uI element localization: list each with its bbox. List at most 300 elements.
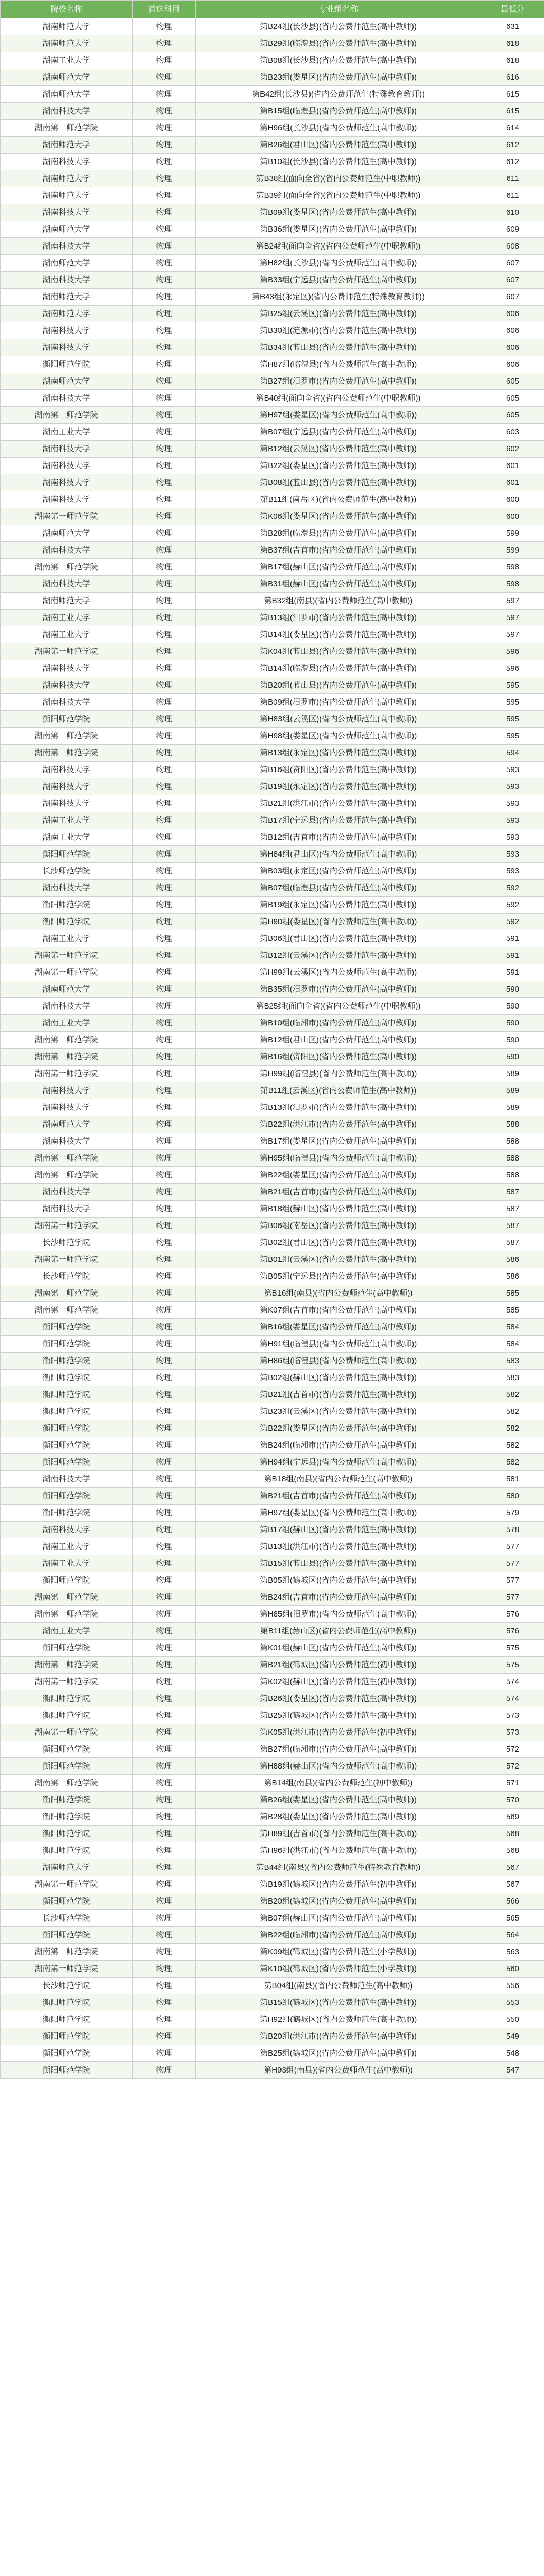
min-score-cell: 596 [481,643,544,660]
min-score-cell: 547 [481,2062,544,2079]
group-cell: 第B16组(娄星区)(省内公费师范生(高中教师)) [196,1319,481,1336]
school-cell: 湖南科技大学 [1,694,133,711]
group-cell: 第B19组(鹤城区)(省内公费师范生(初中教师)) [196,1876,481,1893]
subject-cell: 物理 [133,1522,196,1538]
group-cell: 第B31组(赫山区)(省内公费师范生(高中教师)) [196,576,481,593]
subject-cell: 物理 [133,1099,196,1116]
subject-cell: 物理 [133,829,196,846]
min-score-cell: 606 [481,322,544,339]
subject-cell: 物理 [133,1741,196,1758]
table-row [1,1961,544,1978]
group-cell: 第H83组(云溪区)(省内公费师范生(高中教师)) [196,711,481,728]
min-score-cell: 584 [481,1336,544,1353]
subject-cell: 物理 [133,914,196,930]
school-cell: 湖南第一师范学院 [1,1066,133,1082]
min-score-cell: 584 [481,1319,544,1336]
school-cell: 长沙师范学院 [1,1234,133,1251]
table-row [1,1336,544,1353]
min-score-cell: 583 [481,1370,544,1386]
school-cell: 湖南第一师范学院 [1,964,133,981]
table-row [1,1657,544,1674]
school-cell: 衡阳师范学院 [1,1927,133,1944]
min-score-cell: 585 [481,1302,544,1319]
min-score-cell: 591 [481,930,544,947]
min-score-cell: 569 [481,1809,544,1826]
school-cell: 湖南师范大学 [1,1116,133,1133]
group-cell: 第B39组(面向全省)(省内公费师范生(中职教师)) [196,187,481,204]
min-score-cell: 572 [481,1758,544,1775]
school-cell: 湖南科技大学 [1,576,133,593]
table-row [1,1758,544,1775]
min-score-cell: 587 [481,1201,544,1218]
min-score-cell: 574 [481,1674,544,1690]
school-cell: 湖南第一师范学院 [1,1218,133,1234]
min-score-cell: 582 [481,1454,544,1471]
group-cell: 第B37组(吉首市)(省内公费师范生(高中教师)) [196,542,481,559]
table-row [1,170,544,187]
table-row [1,69,544,86]
group-cell: 第H82组(长沙县)(省内公费师范生(高中教师)) [196,255,481,272]
school-cell: 湖南第一师范学院 [1,1657,133,1674]
group-cell: 第B24组(临湘市)(省内公费师范生(高中教师)) [196,1437,481,1454]
school-cell: 湖南第一师范学院 [1,1724,133,1741]
table-row [1,1403,544,1420]
group-cell: 第B26组(君山区)(省内公费师范生(高中教师)) [196,137,481,154]
table-row [1,711,544,728]
subject-cell: 物理 [133,1606,196,1623]
subject-cell: 物理 [133,728,196,745]
min-score-cell: 567 [481,1859,544,1876]
subject-cell: 物理 [133,2062,196,2079]
subject-cell: 物理 [133,542,196,559]
table-row [1,1724,544,1741]
group-cell: 第B06组(南岳区)(省内公费师范生(高中教师)) [196,1218,481,1234]
school-cell: 湖南第一师范学院 [1,1251,133,1268]
min-score-cell: 592 [481,897,544,914]
group-cell: 第H89组(吉首市)(省内公费师范生(高中教师)) [196,1826,481,1842]
group-cell: 第B21组(吉首市)(省内公费师范生(高中教师)) [196,1386,481,1403]
table-row [1,322,544,339]
table-row [1,728,544,745]
table-row [1,1386,544,1403]
group-cell: 第K02组(赫山区)(省内公费师范生(初中教师)) [196,1674,481,1690]
group-cell: 第B02组(赫山区)(省内公费师范生(高中教师)) [196,1370,481,1386]
table-row [1,1319,544,1336]
group-cell: 第B05组(鹤城区)(省内公费师范生(高中教师)) [196,1572,481,1589]
min-score-cell: 596 [481,660,544,677]
min-score-cell: 606 [481,306,544,322]
school-cell: 衡阳师范学院 [1,1336,133,1353]
group-cell: 第B16组(资阳区)(省内公费师范生(高中教师)) [196,762,481,778]
subject-cell: 物理 [133,407,196,424]
subject-cell: 物理 [133,373,196,390]
table-row [1,914,544,930]
table-row [1,272,544,289]
min-score-cell: 576 [481,1623,544,1640]
table-row [1,778,544,795]
subject-cell: 物理 [133,812,196,829]
subject-cell: 物理 [133,2011,196,2028]
min-score-cell: 548 [481,2045,544,2062]
table-body [1,18,544,2079]
group-cell: 第B23组(娄星区)(省内公费师范生(高中教师)) [196,69,481,86]
min-score-cell: 593 [481,778,544,795]
school-cell: 湖南第一师范学院 [1,1150,133,1167]
subject-cell: 物理 [133,1454,196,1471]
min-score-cell: 588 [481,1167,544,1184]
table-row [1,1234,544,1251]
group-cell: 第B26组(娄星区)(省内公费师范生(高中教师)) [196,1792,481,1809]
subject-cell: 物理 [133,1758,196,1775]
min-score-cell: 588 [481,1150,544,1167]
subject-cell: 物理 [133,964,196,981]
group-cell: 第H99组(临澧县)(省内公费师范生(高中教师)) [196,1066,481,1082]
table-row [1,1251,544,1268]
subject-cell: 物理 [133,745,196,762]
min-score-cell: 570 [481,1792,544,1809]
min-score-cell: 611 [481,170,544,187]
min-score-cell: 586 [481,1251,544,1268]
min-score-cell: 581 [481,1471,544,1488]
subject-cell: 物理 [133,559,196,576]
subject-cell: 物理 [133,1319,196,1336]
subject-cell: 物理 [133,170,196,187]
group-cell: 第K01组(赫山区)(省内公费师范生(高中教师)) [196,1640,481,1657]
table-row [1,390,544,407]
school-cell: 湖南科技大学 [1,880,133,897]
subject-cell: 物理 [133,1978,196,1994]
school-cell: 湖南师范大学 [1,18,133,35]
min-score-cell: 595 [481,711,544,728]
table-row [1,1978,544,1994]
group-cell: 第K04组(蓝山县)(省内公费师范生(高中教师)) [196,643,481,660]
subject-cell: 物理 [133,35,196,52]
min-score-cell: 595 [481,677,544,694]
school-cell: 湖南科技大学 [1,1133,133,1150]
subject-cell: 物理 [133,322,196,339]
table-row [1,238,544,255]
school-cell: 湖南师范大学 [1,373,133,390]
subject-cell: 物理 [133,272,196,289]
subject-cell: 物理 [133,1049,196,1066]
group-cell: 第B22组(临湘市)(省内公费师范生(高中教师)) [196,1927,481,1944]
table-row [1,1522,544,1538]
subject-cell: 物理 [133,1792,196,1809]
min-score-cell: 593 [481,863,544,880]
table-row [1,1944,544,1961]
min-score-cell: 563 [481,1944,544,1961]
school-cell: 湖南师范大学 [1,137,133,154]
school-cell: 湖南科技大学 [1,491,133,508]
group-cell: 第B17组(娄星区)(省内公费师范生(高中教师)) [196,1133,481,1150]
min-score-cell: 609 [481,221,544,238]
header-school: 院校名称 [1,1,133,18]
table-row [1,1285,544,1302]
table-row [1,424,544,441]
group-cell: 第B10组(长沙县)(省内公费师范生(高中教师)) [196,154,481,170]
school-cell: 湖南科技大学 [1,1201,133,1218]
school-cell: 湖南第一师范学院 [1,407,133,424]
school-cell: 衡阳师范学院 [1,1741,133,1758]
school-cell: 衡阳师范学院 [1,1437,133,1454]
subject-cell: 物理 [133,86,196,103]
group-cell: 第B08组(长沙县)(省内公费师范生(高中教师)) [196,52,481,69]
school-cell: 衡阳师范学院 [1,1792,133,1809]
school-cell: 湖南第一师范学院 [1,120,133,137]
min-score-cell: 599 [481,542,544,559]
group-cell: 第B43组(永定区)(省内公费师范生(特殊教育教师)) [196,289,481,306]
min-score-cell: 592 [481,880,544,897]
group-cell: 第B13组(洪江市)(省内公费师范生(高中教师)) [196,1538,481,1555]
table-row [1,1505,544,1522]
min-score-cell: 590 [481,1032,544,1049]
table-row [1,289,544,306]
subject-cell: 物理 [133,1859,196,1876]
group-cell: 第B23组(云溪区)(省内公费师范生(高中教师)) [196,1403,481,1420]
school-cell: 湖南第一师范学院 [1,1049,133,1066]
group-cell: 第B09组(汨罗市)(省内公费师范生(高中教师)) [196,694,481,711]
school-cell: 湖南科技大学 [1,238,133,255]
group-cell: 第B02组(君山区)(省内公费师范生(高中教师)) [196,1234,481,1251]
group-cell: 第H91组(临澧县)(省内公费师范生(高中教师)) [196,1336,481,1353]
group-cell: 第B13组(汨罗市)(省内公费师范生(高中教师)) [196,610,481,626]
table-row [1,2062,544,2079]
group-cell: 第B17组(宁远县)(省内公费师范生(高中教师)) [196,812,481,829]
table-row [1,981,544,998]
table-row [1,1741,544,1758]
group-cell: 第B09组(娄星区)(省内公费师范生(高中教师)) [196,204,481,221]
min-score-cell: 595 [481,728,544,745]
subject-cell: 物理 [133,643,196,660]
min-score-cell: 589 [481,1066,544,1082]
table-row [1,339,544,356]
table-row [1,1201,544,1218]
school-cell: 湖南第一师范学院 [1,1589,133,1606]
min-score-cell: 550 [481,2011,544,2028]
table-row [1,407,544,424]
table-row [1,897,544,914]
group-cell: 第B12组(云溪区)(省内公费师范生(高中教师)) [196,441,481,458]
min-score-cell: 588 [481,1133,544,1150]
min-score-cell: 597 [481,593,544,610]
subject-cell: 物理 [133,1555,196,1572]
group-cell: 第B19组(永定区)(省内公费师范生(高中教师)) [196,897,481,914]
min-score-cell: 586 [481,1268,544,1285]
min-score-cell: 618 [481,35,544,52]
subject-cell: 物理 [133,1082,196,1099]
subject-cell: 物理 [133,1218,196,1234]
min-score-cell: 553 [481,1994,544,2011]
subject-cell: 物理 [133,1488,196,1505]
group-cell: 第B12组(云溪区)(省内公费师范生(高中教师)) [196,947,481,964]
subject-cell: 物理 [133,1842,196,1859]
table-row [1,1792,544,1809]
group-cell: 第B20组(洪江市)(省内公费师范生(高中教师)) [196,2028,481,2045]
min-score-cell: 577 [481,1572,544,1589]
table-row [1,880,544,897]
group-cell: 第B34组(蓝山县)(省内公费师范生(高中教师)) [196,339,481,356]
school-cell: 衡阳师范学院 [1,1505,133,1522]
subject-cell: 物理 [133,474,196,491]
subject-cell: 物理 [133,204,196,221]
group-cell: 第B35组(汨罗市)(省内公费师范生(高中教师)) [196,981,481,998]
subject-cell: 物理 [133,1775,196,1792]
min-score-cell: 590 [481,1049,544,1066]
group-cell: 第B21组(吉首市)(省内公费师范生(高中教师)) [196,1184,481,1201]
min-score-cell: 560 [481,1961,544,1978]
min-score-cell: 605 [481,373,544,390]
min-score-cell: 600 [481,491,544,508]
subject-cell: 物理 [133,1285,196,1302]
table-row [1,1353,544,1370]
subject-cell: 物理 [133,1994,196,2011]
subject-cell: 物理 [133,1471,196,1488]
subject-cell: 物理 [133,762,196,778]
school-cell: 衡阳师范学院 [1,1707,133,1724]
group-cell: 第B10组(临湘市)(省内公费师范生(高中教师)) [196,1015,481,1032]
subject-cell: 物理 [133,69,196,86]
min-score-cell: 579 [481,1505,544,1522]
school-cell: 衡阳师范学院 [1,1809,133,1826]
min-score-cell: 575 [481,1657,544,1674]
school-cell: 湖南师范大学 [1,69,133,86]
subject-cell: 物理 [133,491,196,508]
min-score-cell: 597 [481,626,544,643]
school-cell: 湖南第一师范学院 [1,1302,133,1319]
table-row [1,1116,544,1133]
group-cell: 第K10组(鹤城区)(省内公费师范生(小学教师)) [196,1961,481,1978]
school-cell: 衡阳师范学院 [1,897,133,914]
table-row [1,221,544,238]
school-cell: 湖南师范大学 [1,1859,133,1876]
group-cell: 第B16组(南县)(省内公费师范生(高中教师)) [196,1285,481,1302]
group-cell: 第B25组(云溪区)(省内公费师范生(高中教师)) [196,306,481,322]
subject-cell: 物理 [133,1184,196,1201]
school-cell: 衡阳师范学院 [1,1454,133,1471]
table-row [1,1674,544,1690]
school-cell: 衡阳师范学院 [1,1842,133,1859]
subject-cell: 物理 [133,525,196,542]
header-group: 专业组名称 [196,1,481,18]
min-score-cell: 574 [481,1690,544,1707]
school-cell: 湖南科技大学 [1,204,133,221]
table-row [1,1082,544,1099]
table-row [1,154,544,170]
school-cell: 衡阳师范学院 [1,1893,133,1910]
subject-cell: 物理 [133,576,196,593]
min-score-cell: 593 [481,846,544,863]
group-cell: 第H85组(汨罗市)(省内公费师范生(高中教师)) [196,1606,481,1623]
table-row [1,1133,544,1150]
subject-cell: 物理 [133,981,196,998]
group-cell: 第B22组(娄星区)(省内公费师范生(高中教师)) [196,1420,481,1437]
table-row [1,2028,544,2045]
min-score-cell: 567 [481,1876,544,1893]
min-score-cell: 565 [481,1910,544,1927]
school-cell: 湖南第一师范学院 [1,947,133,964]
group-cell: 第B07组(赫山区)(省内公费师范生(高中教师)) [196,1910,481,1927]
min-score-cell: 591 [481,964,544,981]
group-cell: 第B12组(吉首市)(省内公费师范生(高中教师)) [196,829,481,846]
table-row [1,35,544,52]
subject-cell: 物理 [133,1538,196,1555]
min-score-cell: 593 [481,829,544,846]
min-score-cell: 589 [481,1099,544,1116]
group-cell: 第H96组(洪江市)(省内公费师范生(高中教师)) [196,1842,481,1859]
subject-cell: 物理 [133,306,196,322]
min-score-cell: 618 [481,52,544,69]
school-cell: 湖南第一师范学院 [1,1167,133,1184]
group-cell: 第B25组(鹤城区)(省内公费师范生(高中教师)) [196,2045,481,2062]
table-row [1,1471,544,1488]
table-row [1,1842,544,1859]
subject-cell: 物理 [133,1370,196,1386]
school-cell: 衡阳师范学院 [1,1572,133,1589]
subject-cell: 物理 [133,2028,196,2045]
table-row [1,1538,544,1555]
school-cell: 湖南第一师范学院 [1,1606,133,1623]
subject-cell: 物理 [133,880,196,897]
subject-cell: 物理 [133,930,196,947]
min-score-cell: 568 [481,1842,544,1859]
subject-cell: 物理 [133,610,196,626]
subject-cell: 物理 [133,1403,196,1420]
school-cell: 湖南第一师范学院 [1,508,133,525]
school-cell: 湖南科技大学 [1,1471,133,1488]
school-cell: 湖南科技大学 [1,1099,133,1116]
table-row [1,255,544,272]
group-cell: 第B22组(娄星区)(省内公费师范生(高中教师)) [196,1167,481,1184]
school-cell: 湖南师范大学 [1,187,133,204]
table-row [1,474,544,491]
school-cell: 衡阳师范学院 [1,1370,133,1386]
table-row [1,1589,544,1606]
school-cell: 湖南第一师范学院 [1,1285,133,1302]
subject-cell: 物理 [133,1927,196,1944]
school-cell: 衡阳师范学院 [1,1420,133,1437]
subject-cell: 物理 [133,846,196,863]
subject-cell: 物理 [133,1116,196,1133]
subject-cell: 物理 [133,441,196,458]
table-row [1,593,544,610]
min-score-cell: 608 [481,238,544,255]
group-cell: 第B27组(临湘市)(省内公费师范生(高中教师)) [196,1741,481,1758]
subject-cell: 物理 [133,694,196,711]
subject-cell: 物理 [133,1707,196,1724]
school-cell: 湖南师范大学 [1,306,133,322]
school-cell: 湖南师范大学 [1,170,133,187]
school-cell: 湖南科技大学 [1,1184,133,1201]
school-cell: 湖南第一师范学院 [1,643,133,660]
school-cell: 湖南工业大学 [1,610,133,626]
min-score-cell: 605 [481,390,544,407]
school-cell: 湖南第一师范学院 [1,728,133,745]
min-score-cell: 585 [481,1285,544,1302]
table-row [1,1420,544,1437]
school-cell: 湖南第一师范学院 [1,1876,133,1893]
min-score-cell: 571 [481,1775,544,1792]
group-cell: 第H99组(云溪区)(省内公费师范生(高中教师)) [196,964,481,981]
group-cell: 第H86组(临澧县)(省内公费师范生(高中教师)) [196,1353,481,1370]
school-cell: 衡阳师范学院 [1,1826,133,1842]
school-cell: 湖南第一师范学院 [1,1775,133,1792]
subject-cell: 物理 [133,1623,196,1640]
group-cell: 第B01组(云溪区)(省内公费师范生(高中教师)) [196,1251,481,1268]
school-cell: 湖南科技大学 [1,441,133,458]
subject-cell: 物理 [133,1893,196,1910]
group-cell: 第B17组(赫山区)(省内公费师范生(高中教师)) [196,559,481,576]
min-score-cell: 602 [481,441,544,458]
